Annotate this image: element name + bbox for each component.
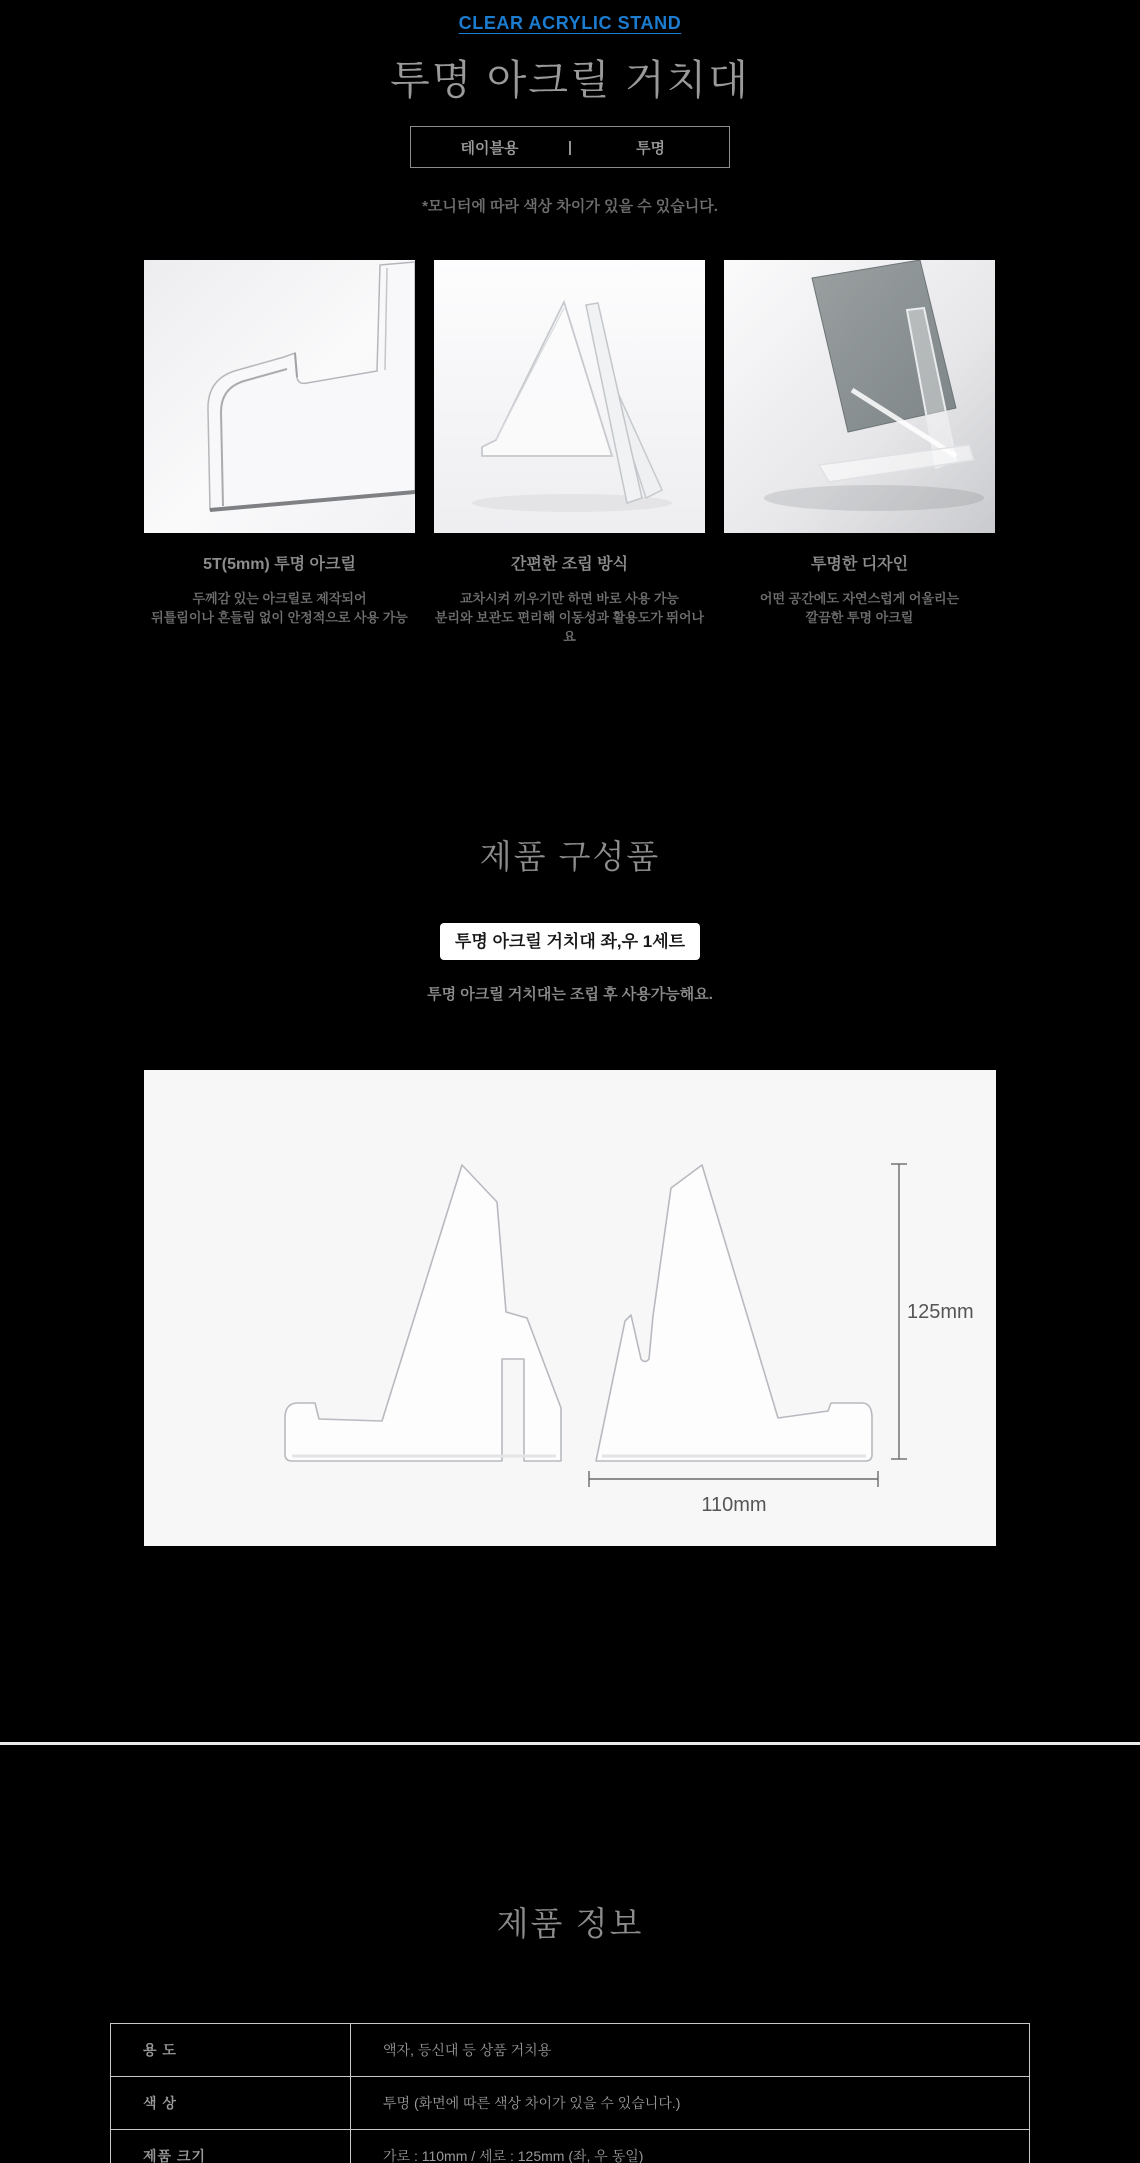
feature-desc-line1: 교차시켜 끼우기만 하면 바로 사용 가능 bbox=[460, 591, 679, 606]
feature-image-acrylic-closeup bbox=[144, 260, 415, 533]
feature-desc-line1: 두께감 있는 아크릴로 제작되어 bbox=[192, 591, 367, 606]
table-row bbox=[111, 2077, 1030, 2130]
width-label: 110mm bbox=[701, 1494, 767, 1516]
feature-desc-line2: 뒤틀림이나 흔들림 없이 안정적으로 사용 가능 bbox=[151, 610, 408, 625]
component-badge: 투명 아크릴 거치대 좌,우 1세트 bbox=[440, 923, 700, 960]
row-value-color: 투명 (화면에 따른 색상 차이가 있을 수 있습니다.) bbox=[351, 2077, 1030, 2130]
feature-image-stand-with-frame bbox=[724, 260, 995, 533]
feature-title: 5T(5mm) 투명 아크릴 bbox=[203, 556, 356, 573]
monitor-color-note: *모니터에 따라 색상 차이가 있을 수 있습니다. bbox=[422, 198, 718, 215]
tag-table-use: 테이블용 bbox=[460, 139, 519, 157]
dimension-diagram bbox=[144, 1070, 996, 1546]
feature-desc-line2: 분리와 보관도 편리해 이동성과 활용도가 뛰어나요 bbox=[434, 610, 705, 644]
tag-box bbox=[410, 126, 730, 168]
feature-description bbox=[144, 589, 415, 627]
feature-design bbox=[724, 260, 995, 646]
tag-divider: | bbox=[567, 138, 573, 156]
feature-description bbox=[434, 589, 705, 646]
header bbox=[0, 0, 1140, 34]
feature-assembly bbox=[434, 260, 705, 646]
row-label-size: 제품 크기 bbox=[111, 2130, 351, 2163]
feature-description bbox=[724, 589, 995, 627]
height-label: 125mm bbox=[907, 1301, 974, 1323]
section-divider bbox=[0, 1742, 1140, 1745]
components-section-title: 제품 구성품 bbox=[479, 838, 661, 875]
info-section-title: 제품 정보 bbox=[496, 1905, 644, 1942]
page-title: 투명 아크릴 거치대 bbox=[390, 57, 750, 103]
feature-thickness bbox=[144, 260, 415, 646]
feature-desc-line1: 어떤 공간에도 자연스럽게 어울리는 bbox=[759, 591, 960, 606]
feature-row bbox=[144, 260, 996, 646]
feature-title: 투명한 디자인 bbox=[810, 556, 909, 573]
feature-image-assembled-stand bbox=[434, 260, 705, 533]
feature-title: 간편한 조립 방식 bbox=[510, 556, 629, 573]
table-row bbox=[111, 2130, 1030, 2163]
row-label-color: 색 상 bbox=[111, 2077, 351, 2130]
row-value-size: 가로 : 110mm / 세로 : 125mm (좌, 우 동일) bbox=[351, 2130, 1030, 2163]
table-row bbox=[111, 2024, 1030, 2077]
feature-desc-line2: 깔끔한 투명 아크릴 bbox=[805, 610, 914, 625]
clear-acrylic-stand-link[interactable]: CLEAR ACRYLIC STAND bbox=[458, 13, 682, 33]
row-label-usage: 용 도 bbox=[111, 2024, 351, 2077]
product-info-table bbox=[110, 2023, 1030, 2163]
row-value-usage: 액자, 등신대 등 상품 거치용 bbox=[351, 2024, 1030, 2077]
tag-clear: 투명 bbox=[636, 139, 666, 157]
assembly-note: 투명 아크릴 거치대는 조립 후 사용가능해요. bbox=[427, 986, 713, 1003]
